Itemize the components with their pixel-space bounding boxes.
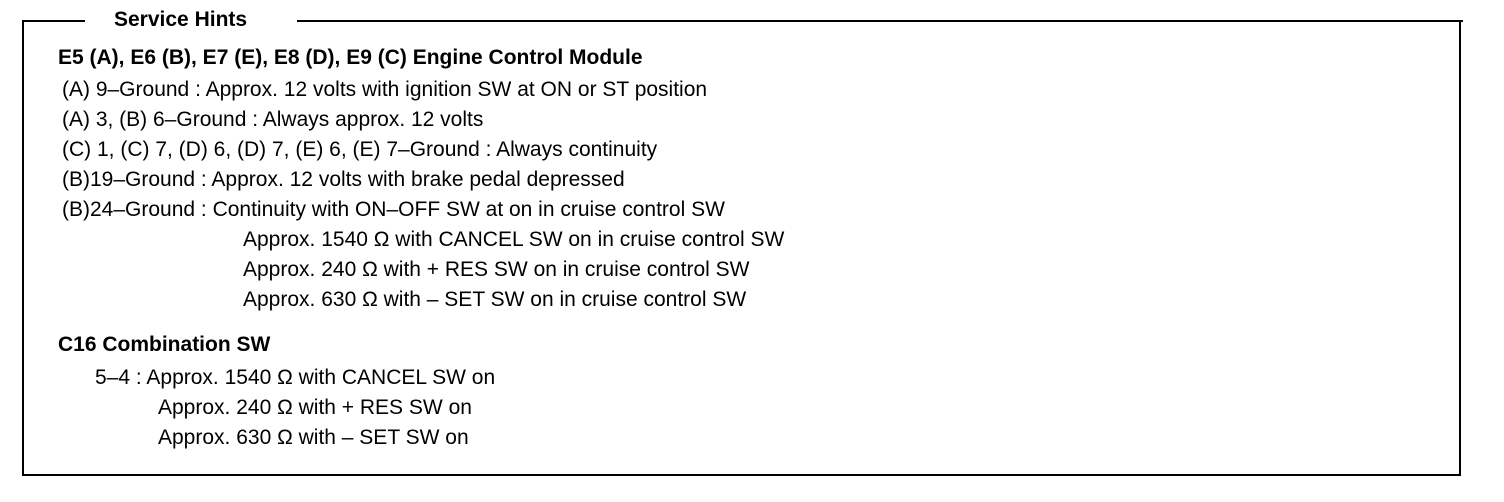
hint-line-continuation: Approx. 630 Ω with – SET SW on (158, 426, 469, 449)
section-heading-engine-control-module: E5 (A), E6 (B), E7 (E), E8 (D), E9 (C) Engine Control Module (58, 46, 643, 69)
hint-line: (C) 1, (C) 7, (D) 6, (D) 7, (E) 6, (E) 7–Ground : Always continuity (62, 138, 658, 161)
hint-line: (A) 9–Ground : Approx. 12 volts with ignition SW at ON or ST position (62, 78, 708, 101)
hint-line-continuation: Approx. 1540 Ω with CANCEL SW on in cruise control SW (243, 228, 785, 251)
hint-line-continuation: Approx. 630 Ω with – SET SW on in cruise control SW (243, 288, 747, 311)
hint-line: (B)24–Ground : Continuity with ON–OFF SW at on in cruise control SW (62, 198, 725, 221)
section-heading-combination-sw: C16 Combination SW (58, 333, 271, 356)
hint-line-continuation: Approx. 240 Ω with + RES SW on in cruise control SW (243, 258, 750, 281)
box-legend-title: Service Hints (114, 8, 248, 31)
hint-line: (B)19–Ground : Approx. 12 volts with brake pedal depressed (62, 168, 625, 191)
frame-top-border-right (297, 20, 1463, 22)
hint-line-continuation: Approx. 240 Ω with + RES SW on (158, 396, 472, 419)
hint-line: (A) 3, (B) 6–Ground : Always approx. 12 volts (62, 108, 484, 131)
hint-line: 5–4 : Approx. 1540 Ω with CANCEL SW on (95, 366, 496, 389)
frame-top-border-left (22, 20, 85, 22)
